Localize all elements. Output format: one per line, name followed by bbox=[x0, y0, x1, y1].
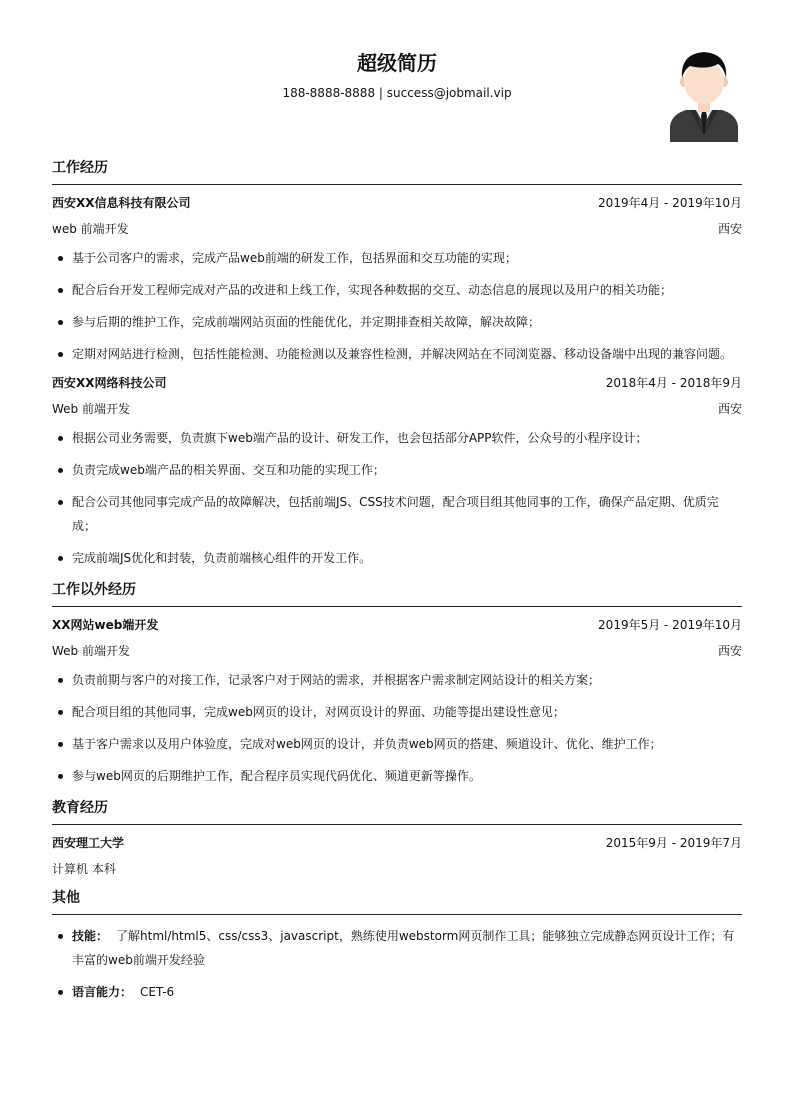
education-header bbox=[52, 834, 742, 852]
job-header bbox=[52, 374, 742, 392]
resume-content bbox=[52, 156, 742, 1012]
job-bullets bbox=[52, 246, 742, 366]
contact-info: 188-8888-8888 | success@jobmail.vip bbox=[282, 86, 512, 100]
job-role: web 前端开发 bbox=[52, 222, 129, 236]
bullet-item: 定期对网站进行检测，包括性能检测、功能检测以及兼容性检测，并解决网站在不同浏览器、移动设备端中出现的兼容问题。 bbox=[52, 342, 742, 366]
bullet-item: 基于客户需求以及用户体验度，完成对web网页的设计，并负责web网页的搭建、频道设计、优化、维护工作； bbox=[52, 732, 742, 756]
section-title-other: 其他 bbox=[52, 886, 742, 915]
project-subheader bbox=[52, 642, 742, 660]
skills-label: 技能： bbox=[72, 929, 109, 943]
language-item bbox=[52, 980, 742, 1004]
education-period: 2015年9月 - 2019年7月 bbox=[605, 836, 742, 850]
company-name: 西安XX信息科技有限公司 bbox=[52, 196, 191, 210]
job-bullets bbox=[52, 426, 742, 570]
company-name: 西安XX网络科技公司 bbox=[52, 376, 167, 390]
section-title-work: 工作经历 bbox=[52, 156, 742, 185]
job-header bbox=[52, 194, 742, 212]
skills-text: 了解html/html5、css/css3、javascript，熟练使用webstorm网页制作工具；能够独立完成静态网页设计工作；有丰富的web前端开发经验 bbox=[72, 929, 735, 967]
job-period: 2019年4月 - 2019年10月 bbox=[598, 196, 742, 210]
project-role: Web 前端开发 bbox=[52, 644, 130, 658]
project-location: 西安 bbox=[717, 644, 742, 658]
avatar bbox=[668, 48, 740, 142]
project-header bbox=[52, 616, 742, 634]
bullet-item: 负责前期与客户的对接工作，记录客户对于网站的需求，并根据客户需求制定网站设计的相关方案； bbox=[52, 668, 742, 692]
bullet-item: 配合项目组的其他同事，完成web网页的设计，对网页设计的界面、功能等提出建设性意见； bbox=[52, 700, 742, 724]
bullet-item: 配合公司其他同事完成产品的故障解决，包括前端JS、CSS技术问题，配合项目组其他同事的工作，确保产品定期、优质完成； bbox=[52, 490, 742, 538]
other-bullets bbox=[52, 924, 742, 1004]
education-subheader bbox=[52, 860, 742, 878]
section-outside-work bbox=[52, 578, 742, 788]
job-subheader bbox=[52, 220, 742, 238]
job-item bbox=[52, 374, 742, 570]
bullet-item: 参与web网页的后期维护工作，配合程序员实现代码优化、频道更新等操作。 bbox=[52, 764, 742, 788]
bullet-item: 根据公司业务需要，负责旗下web端产品的设计、研发工作，也会包括部分APP软件，公众号的小程序设计； bbox=[52, 426, 742, 450]
resume-name: 超级简历 bbox=[357, 51, 437, 75]
section-other bbox=[52, 886, 742, 1004]
job-subheader bbox=[52, 400, 742, 418]
section-work bbox=[52, 156, 742, 570]
bullet-item: 配合后台开发工程师完成对产品的改进和上线工作，实现各种数据的交互、动态信息的展现以及用户的相关功能； bbox=[52, 278, 742, 302]
job-role: Web 前端开发 bbox=[52, 402, 130, 416]
skills-item bbox=[52, 924, 742, 972]
bullet-item: 参与后期的维护工作，完成前端网站页面的性能优化，并定期排查相关故障，解决故障； bbox=[52, 310, 742, 334]
job-item bbox=[52, 194, 742, 366]
bullet-item: 完成前端JS优化和封装，负责前端核心组件的开发工作。 bbox=[52, 546, 742, 570]
job-period: 2018年4月 - 2018年9月 bbox=[605, 376, 742, 390]
language-text: CET-6 bbox=[140, 985, 175, 999]
job-location: 西安 bbox=[717, 222, 742, 236]
section-title-education: 教育经历 bbox=[52, 796, 742, 825]
bullet-item: 负责完成web端产品的相关界面、交互和功能的实现工作； bbox=[52, 458, 742, 482]
bullet-item: 基于公司客户的需求，完成产品web前端的研发工作，包括界面和交互功能的实现； bbox=[52, 246, 742, 270]
job-location: 西安 bbox=[717, 402, 742, 416]
section-title-outside-work: 工作以外经历 bbox=[52, 578, 742, 607]
project-bullets bbox=[52, 668, 742, 788]
education-major: 计算机 本科 bbox=[52, 862, 116, 876]
project-name: XX网站web端开发 bbox=[52, 618, 159, 632]
language-label: 语言能力： bbox=[72, 985, 133, 999]
school-name: 西安理工大学 bbox=[52, 836, 125, 850]
project-period: 2019年5月 - 2019年10月 bbox=[598, 618, 742, 632]
section-education bbox=[52, 796, 742, 878]
